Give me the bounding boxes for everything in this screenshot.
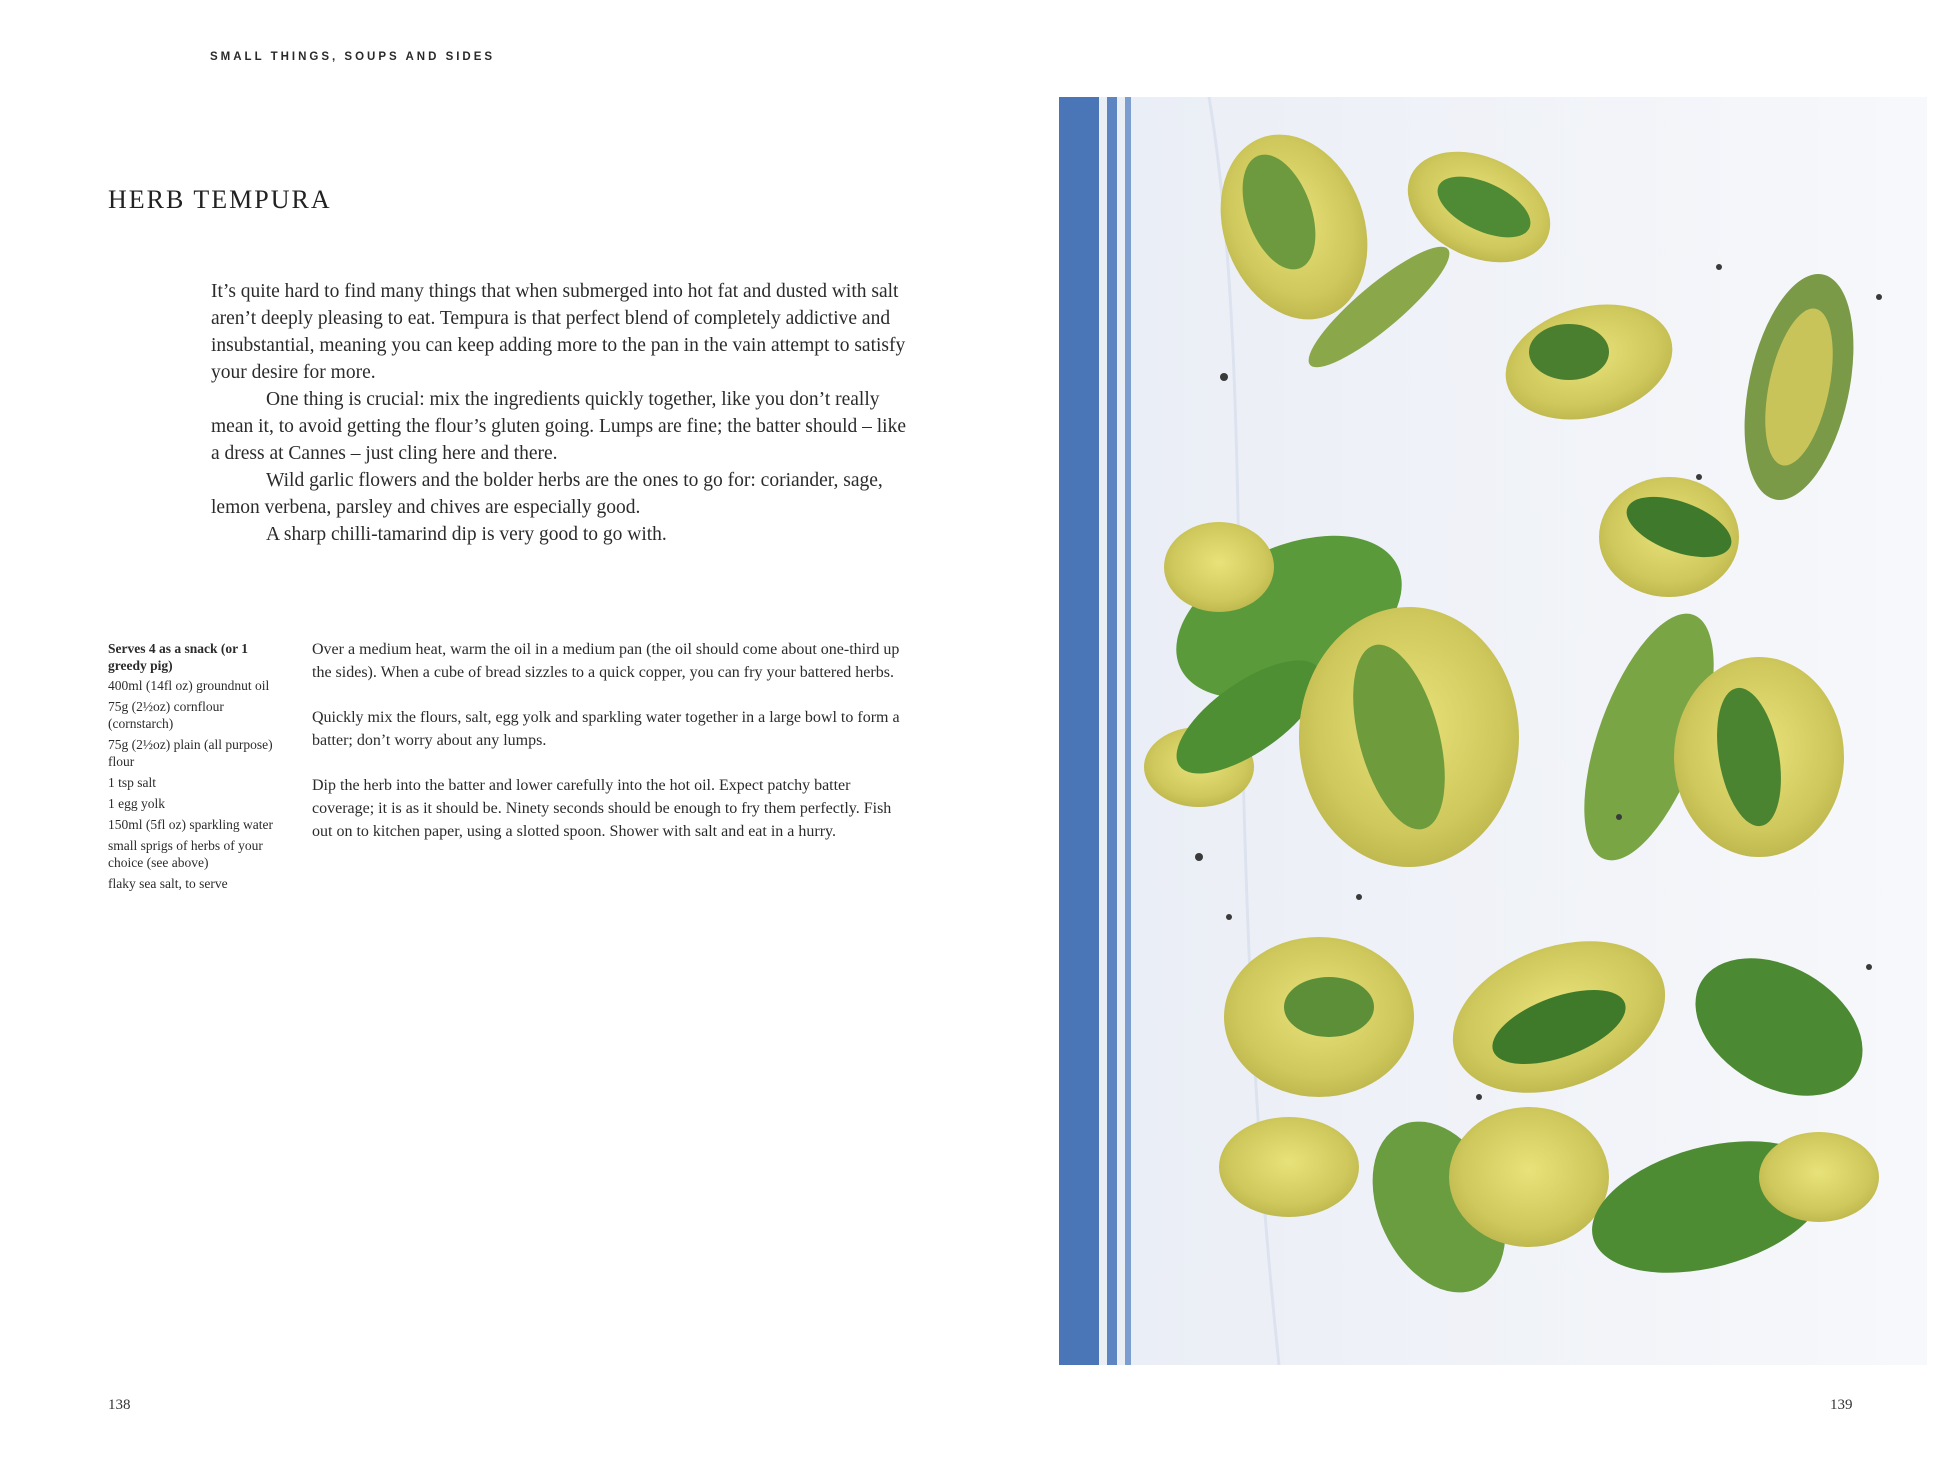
intro-paragraph-2: One thing is crucial: mix the ingredients quickly together, like you don’t really mean it, to avoid getting the flour’s gluten going. Lumps are fine; the batter should – like a dress at Cannes – just cling here and there. [211, 389, 906, 464]
ingredient-item: flaky sea salt, to serve [108, 876, 228, 891]
intro-text [211, 278, 911, 548]
speck [1220, 373, 1228, 381]
fritter [1759, 1132, 1879, 1222]
cloth-stripe-thin [1107, 97, 1117, 1365]
page-number-right: 139 [1830, 1397, 1853, 1413]
serves-note: Serves 4 as a snack (or 1 greedy pig) [108, 641, 248, 673]
ingredient-item: 1 egg yolk [108, 796, 165, 811]
cloth-stripe-fine [1125, 97, 1131, 1365]
fritter [1219, 1117, 1359, 1217]
ingredient-list [108, 640, 288, 896]
ingredient-item: small sprigs of herbs of your choice (see above) [108, 838, 263, 870]
leaf [1284, 977, 1374, 1037]
speck [1195, 853, 1203, 861]
ingredient-item: 75g (2½oz) plain (all purpose) flour [108, 737, 273, 769]
tempura-illustration [1059, 97, 1927, 1365]
speck [1866, 964, 1872, 970]
cloth-stripe-wide [1059, 97, 1099, 1365]
page-number-left: 138 [108, 1397, 131, 1413]
intro-paragraph-1: It’s quite hard to find many things that when submerged into hot fat and dusted with salt aren’t deeply pleasing to eat. Tempura is that perfect blend of completely addictive and insubstantial, meaning you can keep adding more to the pan in the vain attempt to satisfy your desire for more. [211, 281, 906, 383]
speck [1476, 1094, 1482, 1100]
fritter [1164, 522, 1274, 612]
intro-paragraph-4: A sharp chilli-tamarind dip is very good to go with. [266, 524, 667, 545]
method-text [312, 638, 912, 865]
speck [1716, 264, 1722, 270]
intro-paragraph-3: Wild garlic flowers and the bolder herbs are the ones to go for: coriander, sage, lemon verbena, parsley and chives are especially good. [211, 470, 883, 518]
running-head: SMALL THINGS, SOUPS AND SIDES [210, 51, 496, 63]
ingredient-item: 1 tsp salt [108, 775, 157, 790]
speck [1226, 914, 1232, 920]
ingredient-item: 400ml (14fl oz) groundnut oil [108, 678, 270, 693]
leaf [1529, 324, 1609, 380]
speck [1356, 894, 1362, 900]
speck [1876, 294, 1882, 300]
method-step-1: Over a medium heat, warm the oil in a medium pan (the oil should come about one-third up the sides). When a cube of bread sizzles to a quick copper, you can fry your battered herbs. [312, 641, 900, 681]
ingredient-item: 75g (2½oz) cornflour (cornstarch) [108, 699, 224, 731]
method-step-2: Quickly mix the flours, salt, egg yolk and sparkling water together in a large bowl to form a batter; don’t worry about any lumps. [312, 709, 900, 749]
fritter [1449, 1107, 1609, 1247]
ingredient-item: 150ml (5fl oz) sparkling water [108, 817, 273, 832]
tempura-photo [1059, 97, 1927, 1365]
speck [1616, 814, 1622, 820]
recipe-title: HERB TEMPURA [108, 185, 332, 214]
method-step-3: Dip the herb into the batter and lower carefully into the hot oil. Expect patchy batter coverage; it is as it should be. Ninety seconds should be enough to fry them perfectly. Fish out on to kitchen paper, using a slotted spoon. Shower with salt and eat in a hurry. [312, 777, 892, 840]
speck [1696, 474, 1702, 480]
